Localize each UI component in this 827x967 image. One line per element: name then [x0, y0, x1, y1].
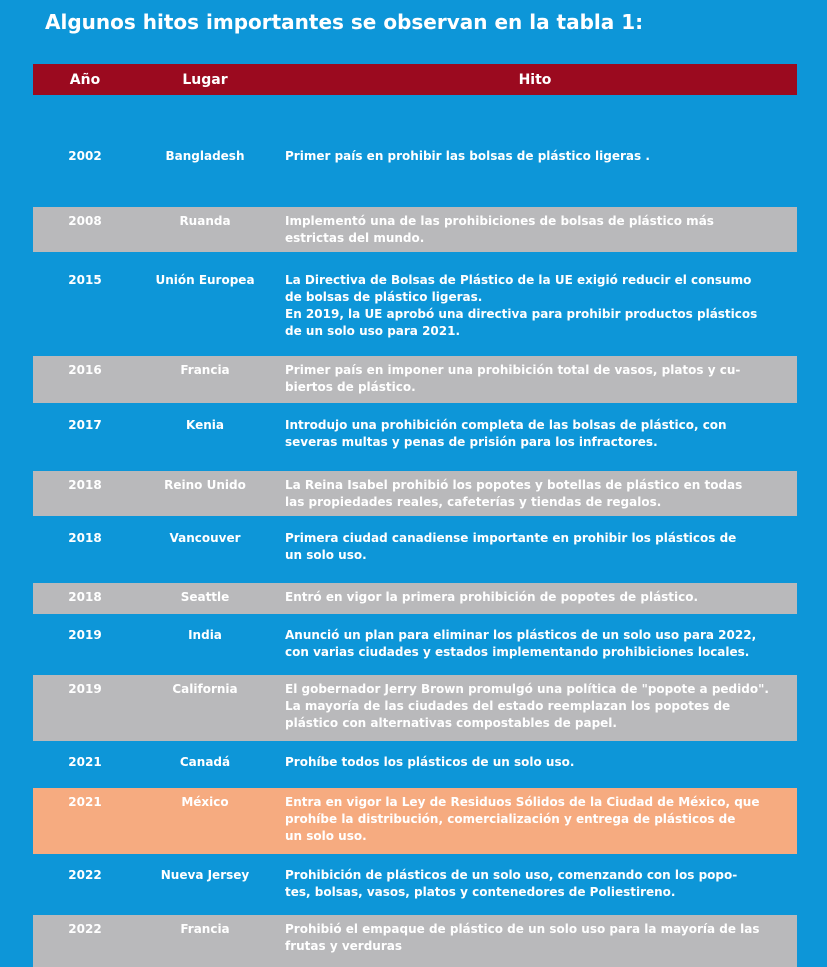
hito-line: Prohibición de plásticos de un solo uso, comenzando con los popo-	[285, 868, 738, 882]
cell-year: 2019	[68, 628, 102, 642]
hito-line: plástico con alternativas compostables de papel.	[285, 716, 617, 730]
cell-hito	[273, 213, 781, 247]
hito-line: Entra en vigor la Ley de Residuos Sólidos de la Ciudad de México, que	[285, 795, 760, 809]
cell-year: 2022	[68, 922, 102, 936]
cell-year: 2018	[68, 531, 102, 545]
hito-line: Prohibió el empaque de plástico de un solo uso para la mayoría de las	[285, 922, 760, 936]
table-row	[33, 411, 797, 462]
cell-hito	[273, 477, 781, 511]
table-row	[33, 524, 797, 576]
cell-place: Reino Unido	[164, 478, 246, 492]
hito-line: un solo uso.	[285, 548, 367, 562]
cell-place: Vancouver	[169, 531, 241, 545]
cell-place: Kenia	[186, 418, 224, 432]
cell-place: Francia	[180, 922, 230, 936]
hito-line: un solo uso.	[285, 829, 367, 843]
hito-line: Introdujo una prohibición completa de las bolsas de plástico, con	[285, 418, 727, 432]
hito-line: prohíbe la distribución, comercialización y entrega de plásticos de	[285, 812, 736, 826]
hito-line: Primer país en imponer una prohibición total de vasos, platos y cu-	[285, 363, 741, 377]
cell-place: Seattle	[180, 590, 230, 604]
cell-year: 2016	[68, 363, 102, 377]
hito-line: Entró en vigor la primera prohibición de popotes de plástico.	[285, 590, 699, 604]
cell-hito	[273, 148, 781, 165]
table-row	[33, 861, 797, 907]
cell-year: 2008	[68, 214, 102, 228]
cell-hito	[273, 921, 781, 955]
table-row	[33, 583, 797, 614]
cell-year: 2021	[68, 795, 102, 809]
hito-line: con varias ciudades y estados implementando prohibiciones locales.	[285, 645, 750, 659]
hito-line: La Directiva de Bolsas de Plástico de la UE exigió reducir el consumo	[285, 273, 752, 287]
cell-year: 2002	[68, 149, 102, 163]
cell-year: 2018	[68, 590, 102, 604]
cell-hito	[273, 627, 781, 661]
table-row	[33, 621, 797, 668]
hito-line: de bolsas de plástico ligeras.	[285, 290, 483, 304]
table-row	[33, 675, 797, 741]
cell-hito	[273, 867, 781, 901]
table-row	[33, 266, 797, 356]
hito-line: La mayoría de las ciudades del estado reemplazan los popotes de	[285, 699, 731, 713]
cell-place: Unión Europea	[155, 273, 255, 287]
table-header	[33, 64, 797, 95]
table-row	[33, 788, 797, 854]
hito-line: frutas y verduras	[285, 939, 403, 953]
hito-line: de un solo uso para 2021.	[285, 324, 461, 338]
cell-place: Francia	[180, 363, 230, 377]
table-row	[33, 471, 797, 516]
cell-hito	[273, 681, 781, 732]
hito-line: estrictas del mundo.	[285, 231, 425, 245]
hito-line: las propiedades reales, cafeterías y tiendas de regalos.	[285, 495, 662, 509]
cell-place: Nueva Jersey	[160, 868, 250, 882]
cell-place: México	[181, 795, 229, 809]
header-place: Lugar	[182, 71, 228, 88]
table-row	[33, 207, 797, 252]
cell-year: 2021	[68, 755, 102, 769]
table-row	[33, 134, 797, 192]
hito-line: Prohíbe todos los plásticos de un solo uso.	[285, 755, 575, 769]
header-year: Año	[69, 71, 101, 88]
cell-hito	[273, 530, 781, 564]
hito-line: tes, bolsas, vasos, platos y contenedores de Poliestireno.	[285, 885, 676, 899]
cell-place: Bangladesh	[165, 149, 245, 163]
page-title: Algunos hitos importantes se observan en la tabla 1:	[45, 10, 644, 34]
cell-hito	[273, 754, 781, 771]
hito-line: Primera ciudad canadiense importante en prohibir los plásticos de	[285, 531, 737, 545]
cell-place: Canadá	[179, 755, 231, 769]
cell-year: 2022	[68, 868, 102, 882]
hito-line: Primer país en prohibir las bolsas de plástico ligeras .	[285, 149, 650, 163]
table-row	[33, 356, 797, 403]
hito-line: Anunció un plan para eliminar los plásticos de un solo uso para 2022,	[285, 628, 757, 642]
table-row	[33, 748, 797, 780]
hito-line: biertos de plástico.	[285, 380, 416, 394]
cell-hito	[273, 589, 781, 606]
hito-line: En 2019, la UE aprobó una directiva para prohibir productos plásticos	[285, 307, 758, 321]
cell-year: 2019	[68, 682, 102, 696]
cell-place: India	[188, 628, 222, 642]
cell-place: California	[172, 682, 238, 696]
header-hito: Hito	[518, 71, 552, 88]
hito-line: La Reina Isabel prohibió los popotes y botellas de plástico en todas	[285, 478, 743, 492]
hito-line: El gobernador Jerry Brown promulgó una política de "popote a pedido".	[285, 682, 769, 696]
cell-hito	[273, 362, 781, 396]
cell-year: 2017	[68, 418, 102, 432]
cell-hito	[273, 272, 781, 340]
hito-line: Implementó una de las prohibiciones de bolsas de plástico más	[285, 214, 714, 228]
cell-year: 2015	[68, 273, 102, 287]
cell-year: 2018	[68, 478, 102, 492]
cell-hito	[273, 794, 781, 845]
hito-line: severas multas y penas de prisión para los infractores.	[285, 435, 658, 449]
milestones-table	[33, 64, 797, 953]
cell-hito	[273, 417, 781, 451]
cell-place: Ruanda	[179, 214, 231, 228]
table-row	[33, 915, 797, 967]
